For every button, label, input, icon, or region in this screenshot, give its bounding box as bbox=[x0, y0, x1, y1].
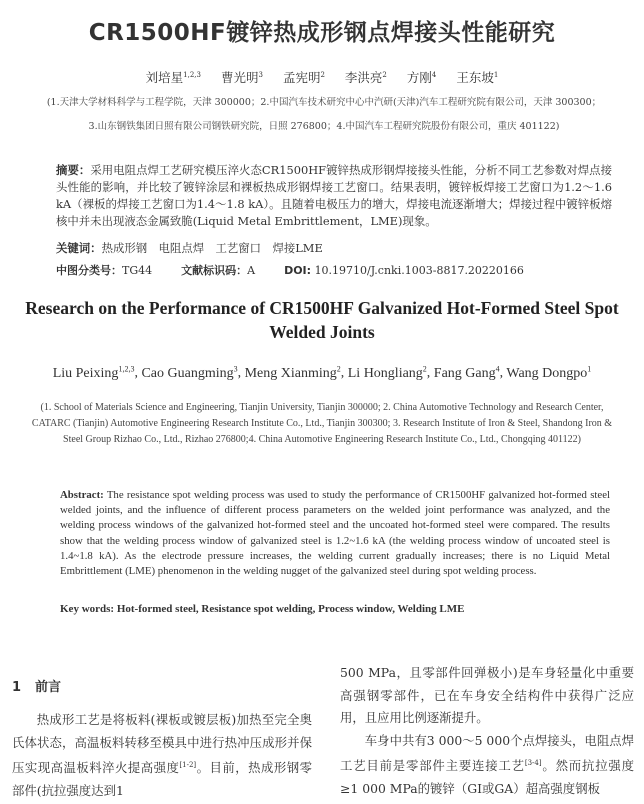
citation: [1-2] bbox=[179, 761, 197, 769]
author-list-cn bbox=[0, 68, 644, 86]
section-number: 1 bbox=[12, 680, 22, 695]
abstract-en-text: The resistance spot welding process was used to study the performance of CR1500HF galvanized hot-formed steel welded joints, and the influence of different process parameters on the welded joint performance was analyzed, and the welding process windows of the galvanized hot-formed steel and the uncoated hot-formed steel were compared. The results show that the welding process window of galvanized steel is 1.2~1.6 kA (the welding process window of uncoated steel is 1.4~1.8 kA). As the electrode pressure increases, the welding current gradually increases; there is no Liquid Metal Embrittlement (LME) phenomenon in the welding nugget of the galvanized steel during spot welding process. bbox=[60, 489, 610, 578]
author-en: Wang Dongpo$^1$ bbox=[506, 364, 592, 381]
author-en: Meng Xianming$^2$ bbox=[244, 364, 341, 381]
body-column-left bbox=[12, 709, 312, 802]
keywords-en-text: Hot-formed steel, Resistance spot welding, Process window, Welding LME bbox=[116, 603, 465, 615]
author-cn: 王东坡$^1$ bbox=[456, 70, 499, 85]
section-title: 前言 bbox=[35, 680, 62, 695]
citation: [3-4] bbox=[524, 759, 542, 767]
keywords-cn bbox=[56, 240, 323, 256]
keywords-cn-text: 热成形钢 电阻点焊 工艺窗口 焊接LME bbox=[101, 241, 323, 255]
author-cn: 孟宪明$^2$ bbox=[282, 70, 325, 85]
keywords-en bbox=[60, 603, 464, 615]
author-en: Fang Gang$^4$ bbox=[433, 364, 500, 381]
author-list-en: Liu Peixing$^{1,2,3}$, Cao Guangming$^3$, Meng Xianming$^2$, Li Hongliang$^2$, Fang Gang$^4$, Wang Dongpo$^1$ bbox=[52, 364, 592, 381]
body-column-right bbox=[340, 662, 634, 800]
clc-value: TG44 bbox=[122, 264, 153, 277]
doc-code-value: A bbox=[247, 264, 256, 277]
abstract-cn-text: 采用电阻点焊工艺研究模压淬火态CR1500HF镀锌热成形钢焊接接头性能，分析不同工艺参数对焊点接头性能的影响，并比较了镀锌涂层和裸板热成形钢焊接工艺窗口。结果表明，镀锌板焊接工艺窗口为1.2～1.6 kA（裸板的焊接工艺窗口为1.4～1.8 kA）。且随着电极压力的增大，焊接电流逐渐增大；焊接过程中镀锌板熔核中并未出现液态金属致脆(Liquid Metal Embrittlement，LME)现象。 bbox=[56, 163, 612, 228]
body-paragraph: 热成形工艺是将板料(裸板或镀层板)加热至完全奥氏体状态，高温板料转移至模具中进行热冲压成形并保压实现高温板料淬火提高强度[1-2]。目前，热成形钢零部件(抗拉强度达到1 bbox=[12, 712, 313, 798]
paper-title-cn: CR1500HF镀锌热成形钢点焊接头性能研究 bbox=[88, 20, 556, 46]
doi-label: DOI: bbox=[284, 264, 312, 277]
affiliation-en: (1. School of Materials Science and Engineering, Tianjin University, Tianjin 300000; 2. China Automotive Technology and Research Center, CATARC (Tianjin) Automotive Engineering Research Institute Co., Ltd., Tianjin 300300; 3. Research Institute of Iron & Steel, Shandong Iron & Steel Group Rizhao Co., Ltd., Rizhao 276800;4. China Automotive Engineering Research Institute Co., Ltd., Chongqing 401122) bbox=[31, 402, 613, 445]
abstract-cn-label: 摘要： bbox=[56, 163, 91, 177]
keywords-en-label: Key words: bbox=[60, 603, 115, 615]
author-cn: 刘培星$^{1,2,3}$ bbox=[145, 70, 201, 85]
author-en: Li Hongliang$^2$ bbox=[347, 364, 427, 381]
paper-title-en: Research on the Performance of CR1500HF Galvanized Hot-Formed Steel Spot Welded Joints bbox=[25, 298, 619, 342]
body-paragraph: 车身中共有3 000～5 000个点焊接头，电阻点焊工艺目前是零部件主要连接工艺[3-4]。然而抗拉强度≥1 000 MPa的镀锌（GI或GA）超高强度钢板 bbox=[340, 732, 634, 796]
doc-code-label: 文献标识码： bbox=[181, 264, 248, 277]
author-cn: 曹光明$^3$ bbox=[220, 70, 263, 85]
author-cn: 方刚$^4$ bbox=[406, 70, 437, 85]
doi-value: 10.19710/J.cnki.1003-8817.20220166 bbox=[314, 264, 524, 277]
keywords-cn-label: 关键词： bbox=[56, 241, 102, 255]
affiliation-cn-line-2: 3.山东钢铁集团日照有限公司钢铁研究院，日照 276800；4.中国汽车工程研究院股份有限公司，重庆 401122) bbox=[88, 121, 560, 132]
affiliation-cn-line-1: (1.天津大学材料科学与工程学院，天津 300000；2.中国汽车技术研究中心中汽研(天津)汽车工程研究院有限公司，天津 300300； bbox=[46, 97, 602, 108]
body-paragraph: 500 MPa，且零部件回弹极小)是车身轻量化中重要高强钢零部件，已在车身安全结构件中获得广泛应用，且应用比例逐渐提升。 bbox=[340, 665, 634, 725]
clc-label: 中图分类号： bbox=[56, 264, 122, 277]
author-cn: 李洪亮$^2$ bbox=[344, 70, 387, 85]
abstract-cn bbox=[56, 162, 612, 230]
section-heading bbox=[12, 676, 61, 695]
abstract-en bbox=[60, 488, 610, 579]
classification-line bbox=[56, 262, 524, 278]
author-en: Liu Peixing$^{1,2,3}$ bbox=[52, 364, 135, 381]
abstract-en-label: Abstract: bbox=[60, 489, 104, 501]
author-en: Cao Guangming$^3$ bbox=[141, 364, 238, 381]
